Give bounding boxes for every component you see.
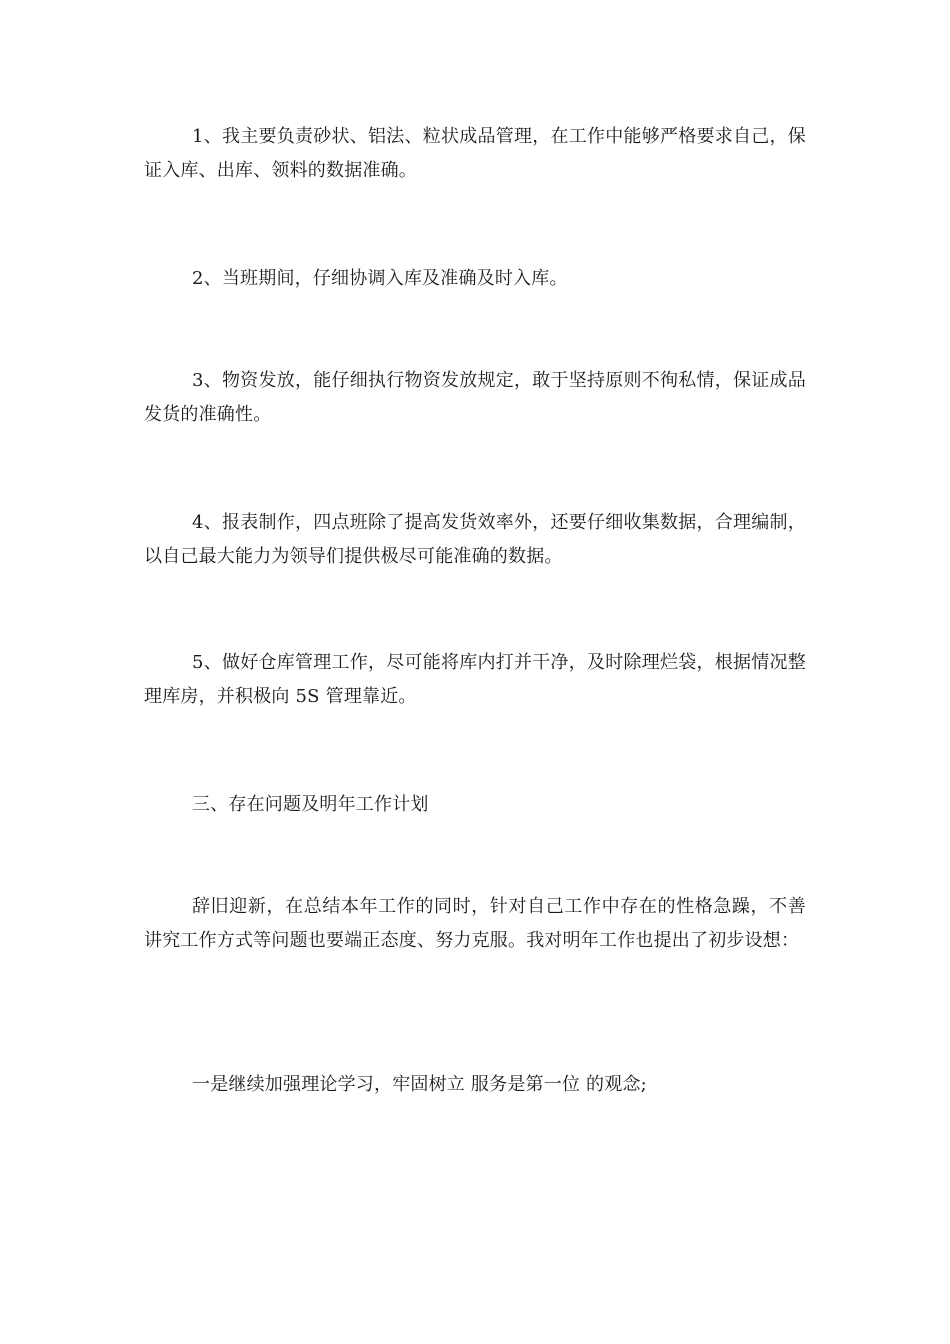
paragraph-plan-1: 一是继续加强理论学习，牢固树立 服务是第一位 的观念; [192, 1074, 647, 1095]
paragraph-item-5: 5、做好仓库管理工作，尽可能将库内打并干净，及时除理烂袋，根据情况整理库房，并积极向 5S 管理靠近。 [144, 652, 806, 707]
paragraph-intro: 辞旧迎新，在总结本年工作的同时，针对自己工作中存在的性格急躁，不善讲究工作方式等问题也要端正态度、努力克服。我对明年工作也提出了初步设想： [144, 896, 806, 951]
paragraph-item-2: 2、当班期间，仔细协调入库及准确及时入库。 [192, 268, 568, 289]
paragraph-item-4: 4、报表制作，四点班除了提高发货效率外，还要仔细收集数据，合理编制，以自己最大能力为领导们提供极尽可能准确的数据。 [144, 512, 806, 567]
paragraph-item-3: 3、物资发放，能仔细执行物资发放规定，敢于坚持原则不徇私情，保证成品发货的准确性。 [144, 370, 806, 425]
section-heading: 三、存在问题及明年工作计划 [192, 794, 429, 815]
paragraph-item-1: 1、我主要负责砂状、铝法、粒状成品管理，在工作中能够严格要求自己，保证入库、出库、领料的数据准确。 [144, 126, 806, 181]
